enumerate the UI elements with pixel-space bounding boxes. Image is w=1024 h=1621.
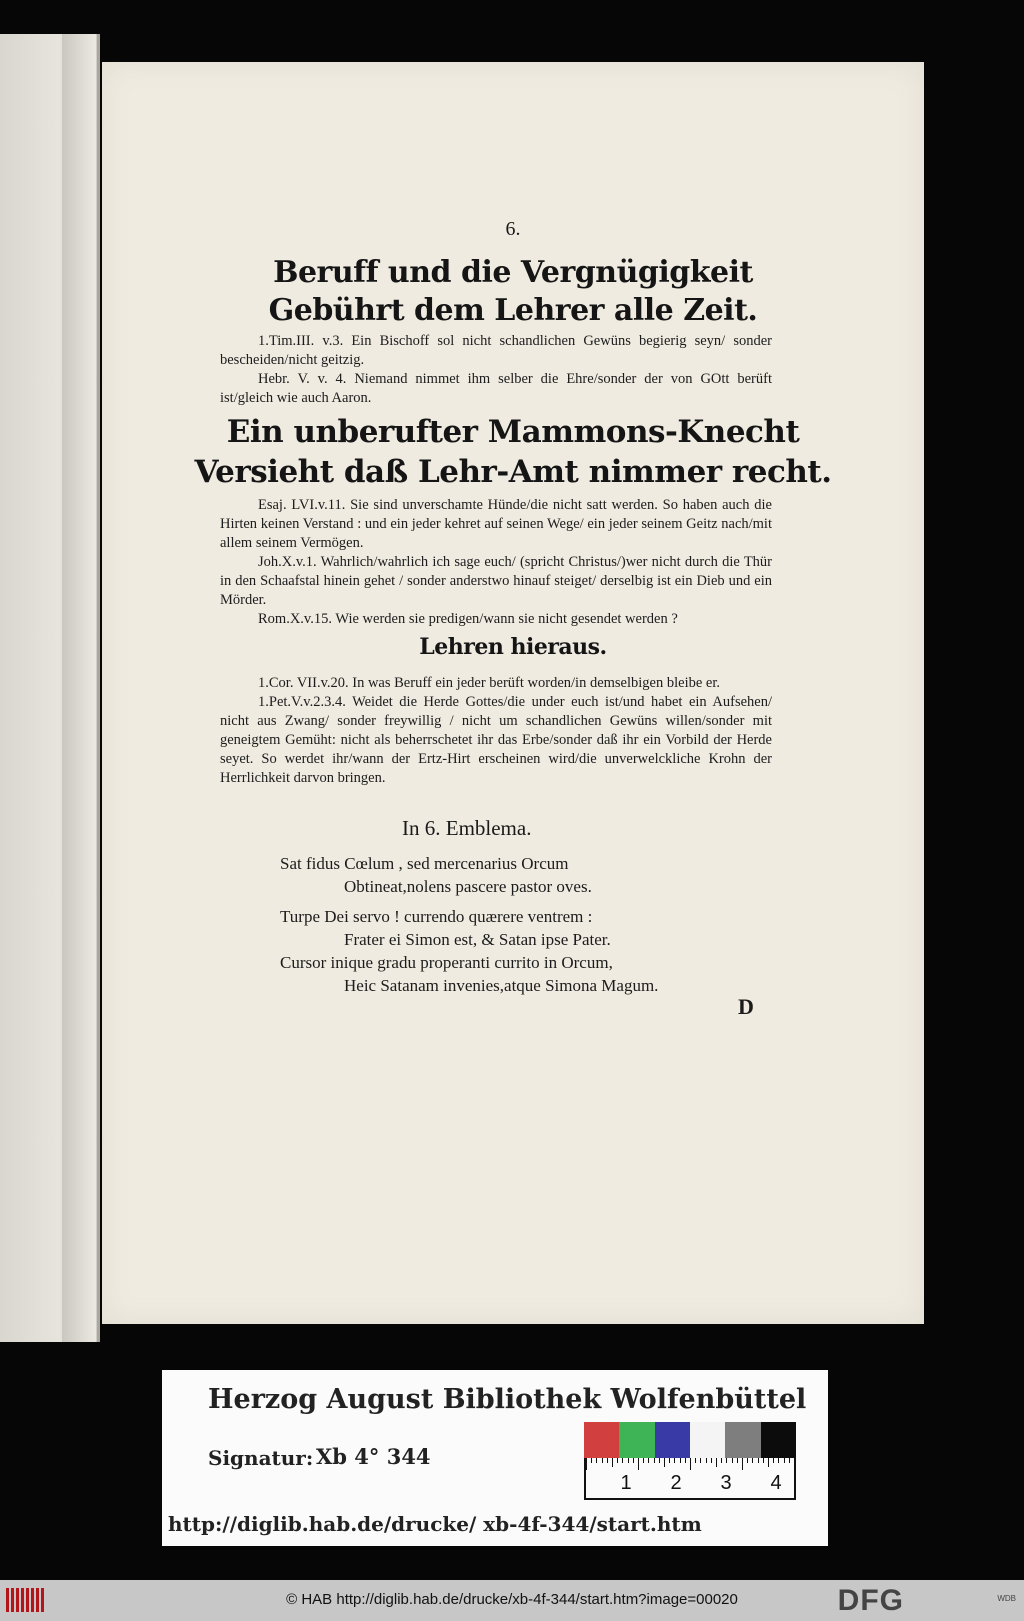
ruler-tick [617,1458,618,1463]
ruler-tick [758,1458,759,1463]
catchword: D [738,994,754,1019]
label-url[interactable]: http://diglib.hab.de/drucke/ xb-4f-344/start.htm [168,1512,702,1536]
latin-verse-1 [280,852,740,898]
ruler-tick [685,1458,686,1463]
verse-line: Heic Satanam invenies,atque Simona Magum. [344,976,659,995]
paragraph: 1.Pet.V.v.2.3.4. Weidet die Herde Gottes/die under euch ist/und habet ein Aufsehen/ nicht aus Zwang/ sonder freywillig / nicht um schandlichen Gewüns willen/sonder mit geneigtem Gemüht: nicht als beherrschetet ihr das Erbe/sonder daß ihr ein Vorbild der Herde seyet. So werdet ihr/wann der Ertz-Hirt erscheinen wird/die unverwelckliche Krohn der Herrlichkeit darvon bringen. [220,694,772,786]
ruler-number: 3 [720,1472,732,1494]
motto-1 [102,254,924,330]
ruler-tick [664,1458,665,1467]
ruler-tick [690,1458,691,1470]
ruler-tick [669,1458,670,1463]
paragraph: Hebr. V. v. 4. Niemand nimmet ihm selber die Ehre/sonder der von GOtt berüft ist/gleich wie auch Aaron. [220,371,772,406]
bible-references-c [220,674,772,788]
color-swatch [761,1422,796,1458]
verse-line: Frater ei Simon est, & Satan ipse Pater. [344,930,611,949]
ruler-tick [586,1458,587,1470]
ruler-tick [695,1458,696,1463]
ruler-tick [612,1458,613,1467]
color-swatch [725,1422,760,1458]
bible-references-a [220,332,772,408]
motto-2-line: Versieht daß Lehr-Amt nimmer recht. [194,454,832,490]
ruler-tick [659,1458,660,1463]
ruler-number: 4 [770,1472,782,1494]
ruler-tick [654,1458,655,1463]
ruler-tick [628,1458,629,1463]
ruler-tick [732,1458,733,1463]
page-gutter [62,34,96,1342]
ruler-tick [752,1458,753,1463]
ruler-tick [778,1458,779,1463]
color-calibration-bar [584,1422,796,1458]
ruler-number: 2 [670,1472,682,1494]
scale-ruler [584,1458,796,1500]
ruler-tick [638,1458,639,1470]
ruler-tick [794,1458,795,1470]
ruler-tick [700,1458,701,1463]
verse-line: Sat fidus Cœlum , sed mercenarius Orcum [280,854,569,873]
motto-2-line: Ein unberufter Mammons-Knecht [226,414,800,450]
ruler-tick [643,1458,644,1463]
paragraph: Joh.X.v.1. Wahrlich/wahrlich ich sage euch/ (spricht Christus/)wer nicht durch die Thür in den Schaafstal hinein gehet / sonder anderstwo hinauf steiget/ derselbig ist ein Dieb und ein Mörder. [220,554,772,608]
color-swatch [619,1422,654,1458]
ruler-tick [648,1458,649,1463]
ruler-tick [680,1458,681,1463]
ruler-tick [721,1458,722,1463]
paragraph: 1.Tim.III. v.3. Ein Bischoff sol nicht schandlichen Gewüns begierig seyn/ sonder bescheiden/nicht geitzig. [220,333,772,368]
verse-line: Cursor inique gradu properanti currito in Orcum, [280,953,613,972]
ruler-tick [711,1458,712,1463]
signatur-value: Xb 4° 344 [316,1444,431,1469]
ruler-tick [706,1458,707,1463]
emblem-title: In 6. Emblema. [402,816,532,840]
motto-2 [102,412,924,492]
ruler-tick [747,1458,748,1463]
wdb-logo: WDB [997,1594,1016,1603]
library-name: Herzog August Bibliothek Wolfenbüttel [208,1384,807,1415]
verse-line: Turpe Dei servo ! currendo quærere ventrem : [280,907,593,926]
paragraph: Esaj. LVI.v.11. Sie sind unverschamte Hünde/die nicht satt werden. So haben auch die Hirten keinen Verstand : und ein jeder kehret auf seinen Wege/ ein jeder seinem Geitz nach/mit allem seinem Vermögen. [220,497,772,551]
ruler-number: 1 [620,1472,632,1494]
ruler-tick [596,1458,597,1463]
paragraph: Rom.X.v.15. Wie werden sie predigen/wann sie nicht gesendet werden ? [258,611,678,627]
paragraph: 1.Cor. VII.v.20. In was Beruff ein jeder berüft worden/in demselbigen bleibe er. [258,675,720,691]
motto-1-line: Beruff und die Vergnügigkeit [273,255,753,290]
ruler-tick [737,1458,738,1463]
page-number: 6. [505,218,521,240]
library-label-card [162,1370,828,1546]
latin-verse-2 [280,905,740,997]
ruler-tick [789,1458,790,1463]
ruler-tick [726,1458,727,1463]
signatur-label: Signatur: [208,1446,314,1470]
ruler-tick [633,1458,634,1463]
verse-line: Obtineat,nolens pascere pastor oves. [344,877,592,896]
color-swatch [584,1422,619,1458]
dfg-logo: DFG [837,1584,904,1617]
copyright-text[interactable]: © HAB http://diglib.hab.de/drucke/xb-4f-344/start.htm?image=00020 [286,1591,738,1608]
ruler-tick [716,1458,717,1467]
motto-1-line: Gebührt dem Lehrer alle Zeit. [268,293,758,328]
ruler-tick [622,1458,623,1463]
heading-lehren: Lehren hieraus. [419,634,607,660]
ruler-tick [591,1458,592,1463]
ruler-tick [742,1458,743,1470]
ruler-tick [773,1458,774,1463]
ruler-tick [768,1458,769,1467]
ruler-tick [674,1458,675,1463]
book-page [102,62,924,1324]
bible-references-b [220,496,772,629]
ruler-tick [784,1458,785,1463]
ruler-tick [607,1458,608,1463]
ruler-tick [602,1458,603,1463]
ruler-tick [763,1458,764,1463]
color-swatch [690,1422,725,1458]
color-swatch [655,1422,690,1458]
viewer-footer [0,1580,1024,1621]
